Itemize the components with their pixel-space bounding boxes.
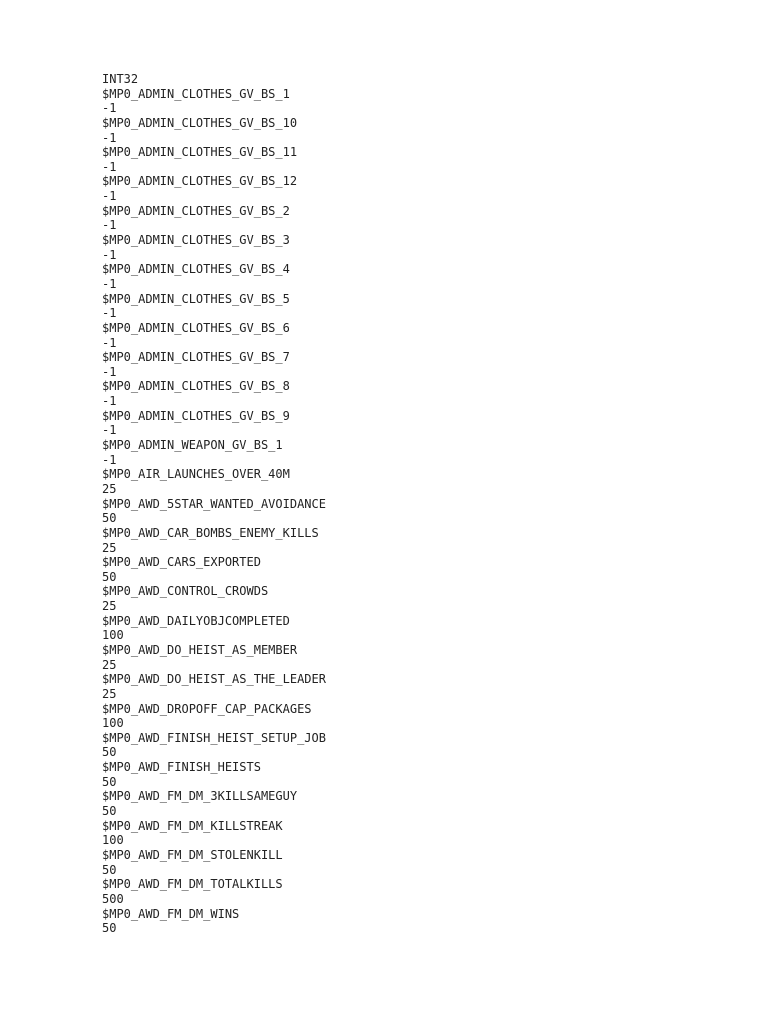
document-line: $MP0_AWD_FINISH_HEISTS: [102, 760, 261, 775]
document-line: INT32: [102, 72, 139, 86]
document-line: 25: [102, 686, 117, 701]
document-line: $MP0_ADMIN_CLOTHES_GV_BS_2: [102, 203, 290, 218]
document-line: $MP0_ADMIN_CLOTHES_GV_BS_5: [102, 291, 290, 306]
document-line: 50: [102, 804, 117, 819]
document-line: $MP0_AWD_FM_DM_3KILLSAMEGUY: [102, 789, 298, 804]
document-line: 25: [102, 599, 117, 614]
document-line: 50: [102, 511, 117, 526]
document-line: -1: [102, 247, 117, 262]
document-line: $MP0_ADMIN_CLOTHES_GV_BS_8: [102, 379, 290, 394]
document-line: -1: [102, 306, 117, 321]
document-line: -1: [102, 335, 117, 350]
document-line: $MP0_ADMIN_CLOTHES_GV_BS_4: [102, 262, 290, 277]
document-line: $MP0_AWD_DROPOFF_CAP_PACKAGES: [102, 701, 312, 716]
document-line: -1: [102, 364, 117, 379]
document-line: 25: [102, 481, 117, 496]
document-line: -1: [102, 159, 117, 174]
document-line: $MP0_ADMIN_WEAPON_GV_BS_1: [102, 438, 283, 453]
document-line: $MP0_AIR_LAUNCHES_OVER_40M: [102, 467, 290, 482]
document-line: $MP0_AWD_FM_DM_KILLSTREAK: [102, 818, 283, 833]
document-line: $MP0_ADMIN_CLOTHES_GV_BS_6: [102, 320, 290, 335]
document-line: $MP0_ADMIN_CLOTHES_GV_BS_3: [102, 233, 290, 248]
document-line: $MP0_AWD_DAILYOBJCOMPLETED: [102, 613, 290, 628]
document-line: -1: [102, 218, 117, 233]
document-line: $MP0_AWD_CONTROL_CROWDS: [102, 584, 269, 599]
document-line: 50: [102, 745, 117, 760]
document-line: 50: [102, 774, 117, 789]
document-line: -1: [102, 423, 117, 438]
document-line: -1: [102, 276, 117, 291]
document-line: $MP0_ADMIN_CLOTHES_GV_BS_9: [102, 408, 290, 423]
document-line: -1: [102, 130, 117, 145]
document-line: $MP0_ADMIN_CLOTHES_GV_BS_7: [102, 350, 290, 365]
document-text-block: [102, 72, 326, 936]
document-line: $MP0_AWD_FM_DM_STOLENKILL: [102, 847, 283, 862]
document-line: $MP0_AWD_FINISH_HEIST_SETUP_JOB: [102, 730, 326, 745]
document-line: $MP0_ADMIN_CLOTHES_GV_BS_1: [102, 86, 290, 101]
document-line: 25: [102, 540, 117, 555]
document-line: -1: [102, 189, 117, 204]
document-line: $MP0_AWD_CAR_BOMBS_ENEMY_KILLS: [102, 525, 319, 540]
document-line: -1: [102, 101, 117, 116]
document-line: $MP0_AWD_5STAR_WANTED_AVOIDANCE: [102, 496, 326, 511]
document-line: $MP0_ADMIN_CLOTHES_GV_BS_12: [102, 174, 298, 189]
document-line: $MP0_ADMIN_CLOTHES_GV_BS_11: [102, 145, 298, 160]
document-line: 25: [102, 657, 117, 672]
document-line: 500: [102, 891, 124, 906]
document-line: $MP0_AWD_DO_HEIST_AS_MEMBER: [102, 642, 298, 657]
document-line: 50: [102, 862, 117, 877]
document-line: $MP0_ADMIN_CLOTHES_GV_BS_10: [102, 115, 298, 130]
document-line: 100: [102, 628, 124, 643]
document-line: 50: [102, 569, 117, 584]
document-line: -1: [102, 452, 117, 467]
document-line: $MP0_AWD_CARS_EXPORTED: [102, 555, 261, 570]
document-line: -1: [102, 394, 117, 409]
document-line: $MP0_AWD_DO_HEIST_AS_THE_LEADER: [102, 672, 326, 687]
document-line: $MP0_AWD_FM_DM_WINS: [102, 906, 240, 921]
document-line: 100: [102, 716, 124, 731]
document-line: 100: [102, 833, 124, 848]
document-line: 50: [102, 921, 117, 936]
document-line: $MP0_AWD_FM_DM_TOTALKILLS: [102, 877, 283, 892]
